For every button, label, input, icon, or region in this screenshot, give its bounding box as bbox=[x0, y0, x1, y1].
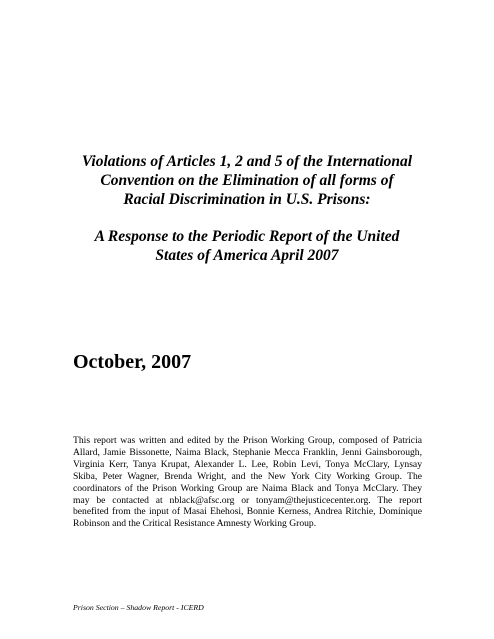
subtitle-line: A Response to the Periodic Report of the United bbox=[94, 228, 400, 245]
title-line: Convention on the Elimination of all forms of bbox=[100, 172, 394, 189]
report-date: October, 2007 bbox=[73, 351, 192, 373]
title-line: Racial Discrimination in U.S. Prisons: bbox=[123, 191, 371, 208]
credits-line: may be contacted at nblack@afsc.org or tonyam@thejusticecenter.org. The report bbox=[73, 494, 422, 506]
subtitle-line: States of America April 2007 bbox=[155, 247, 339, 264]
credits-line: Allard, Jamie Bissonette, Naima Black, Stephanie Mecca Franklin, Jenni Gainsborough, bbox=[73, 446, 422, 458]
credits-line: This report was written and edited by the Prison Working Group, composed of Patricia bbox=[73, 435, 422, 446]
credits-line: coordinators of the Prison Working Group are Naima Black and Tonya McClary. They bbox=[73, 482, 422, 494]
credits-line: Robinson and the Critical Resistance Amnesty Working Group. bbox=[73, 518, 317, 530]
credits-paragraph bbox=[73, 435, 422, 530]
credits-line: benefited from the input of Masai Ehehosi, Bonnie Kerness, Andrea Ritchie, Dominique bbox=[73, 506, 422, 518]
credits-line: Virginia Kerr, Tanya Krupat, Alexander L. Lee, Robin Levi, Tonya McClary, Lynsay bbox=[73, 458, 422, 470]
credits-line: Skiba, Peter Wagner, Brenda Wright, and the New York City Working Group. The bbox=[73, 470, 422, 482]
report-subtitle bbox=[60, 227, 434, 265]
title-line: Violations of Articles 1, 2 and 5 of the International bbox=[81, 153, 413, 170]
page-footer: Prison Section – Shadow Report - ICERD bbox=[73, 603, 204, 612]
report-title bbox=[60, 152, 434, 209]
